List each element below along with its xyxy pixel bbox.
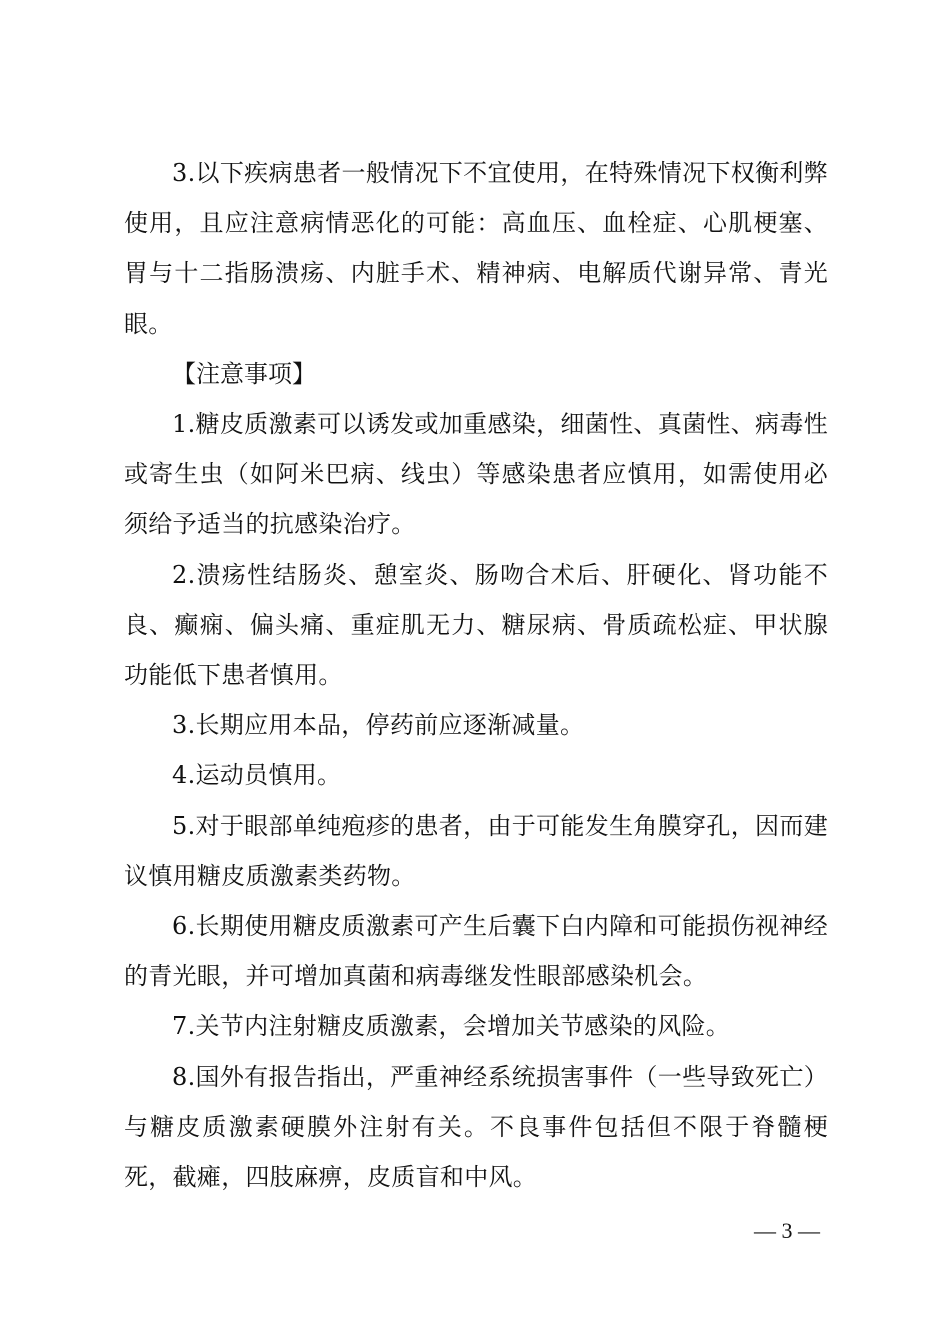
paragraph-precaution-1: 1.糖皮质激素可以诱发或加重感染，细菌性、真菌性、病毒性或寄生虫（如阿米巴病、线虫）等感染患者应慎用，如需使用必须给予适当的抗感染治疗。 xyxy=(124,410,828,539)
paragraph-precaution-3: 3.长期应用本品，停药前应逐渐减量。 xyxy=(172,711,585,740)
paragraph-precaution-5: 5.对于眼部单纯疱疹的患者，由于可能发生角膜穿孔，因而建议慎用糖皮质激素类药物。 xyxy=(124,811,828,890)
paragraph-contraindications-3: 3.以下疾病患者一般情况下不宜使用，在特殊情况下权衡利弊使用，且应注意病情恶化的可能：高血压、血栓症、心肌梗塞、胃与十二指肠溃疡、内脏手术、精神病、电解质代谢异常、青光眼。 xyxy=(124,159,828,338)
page-number: — 3 — xyxy=(754,1218,820,1243)
paragraph-precaution-2: 2.溃疡性结肠炎、憩室炎、肠吻合术后、肝硬化、肾功能不良、癫痫、偏头痛、重症肌无力、糖尿病、骨质疏松症、甲状腺功能低下患者慎用。 xyxy=(124,560,828,690)
document-body xyxy=(124,148,828,1202)
paragraph-precaution-8: 8.国外有报告指出，严重神经系统损害事件（一些导致死亡）与糖皮质激素硬膜外注射有关。不良事件包括但不限于脊髓梗死，截瘫，四肢麻痹，皮质盲和中风。 xyxy=(124,1062,828,1192)
section-heading-precautions: 【注意事项】 xyxy=(172,359,316,388)
paragraph-precaution-7: 7.关节内注射糖皮质激素，会增加关节感染的风险。 xyxy=(172,1012,731,1041)
paragraph-precaution-4: 4.运动员慎用。 xyxy=(172,761,342,790)
paragraph-precaution-6: 6.长期使用糖皮质激素可产生后囊下白内障和可能损伤视神经的青光眼，并可增加真菌和病毒继发性眼部感染机会。 xyxy=(124,912,828,991)
